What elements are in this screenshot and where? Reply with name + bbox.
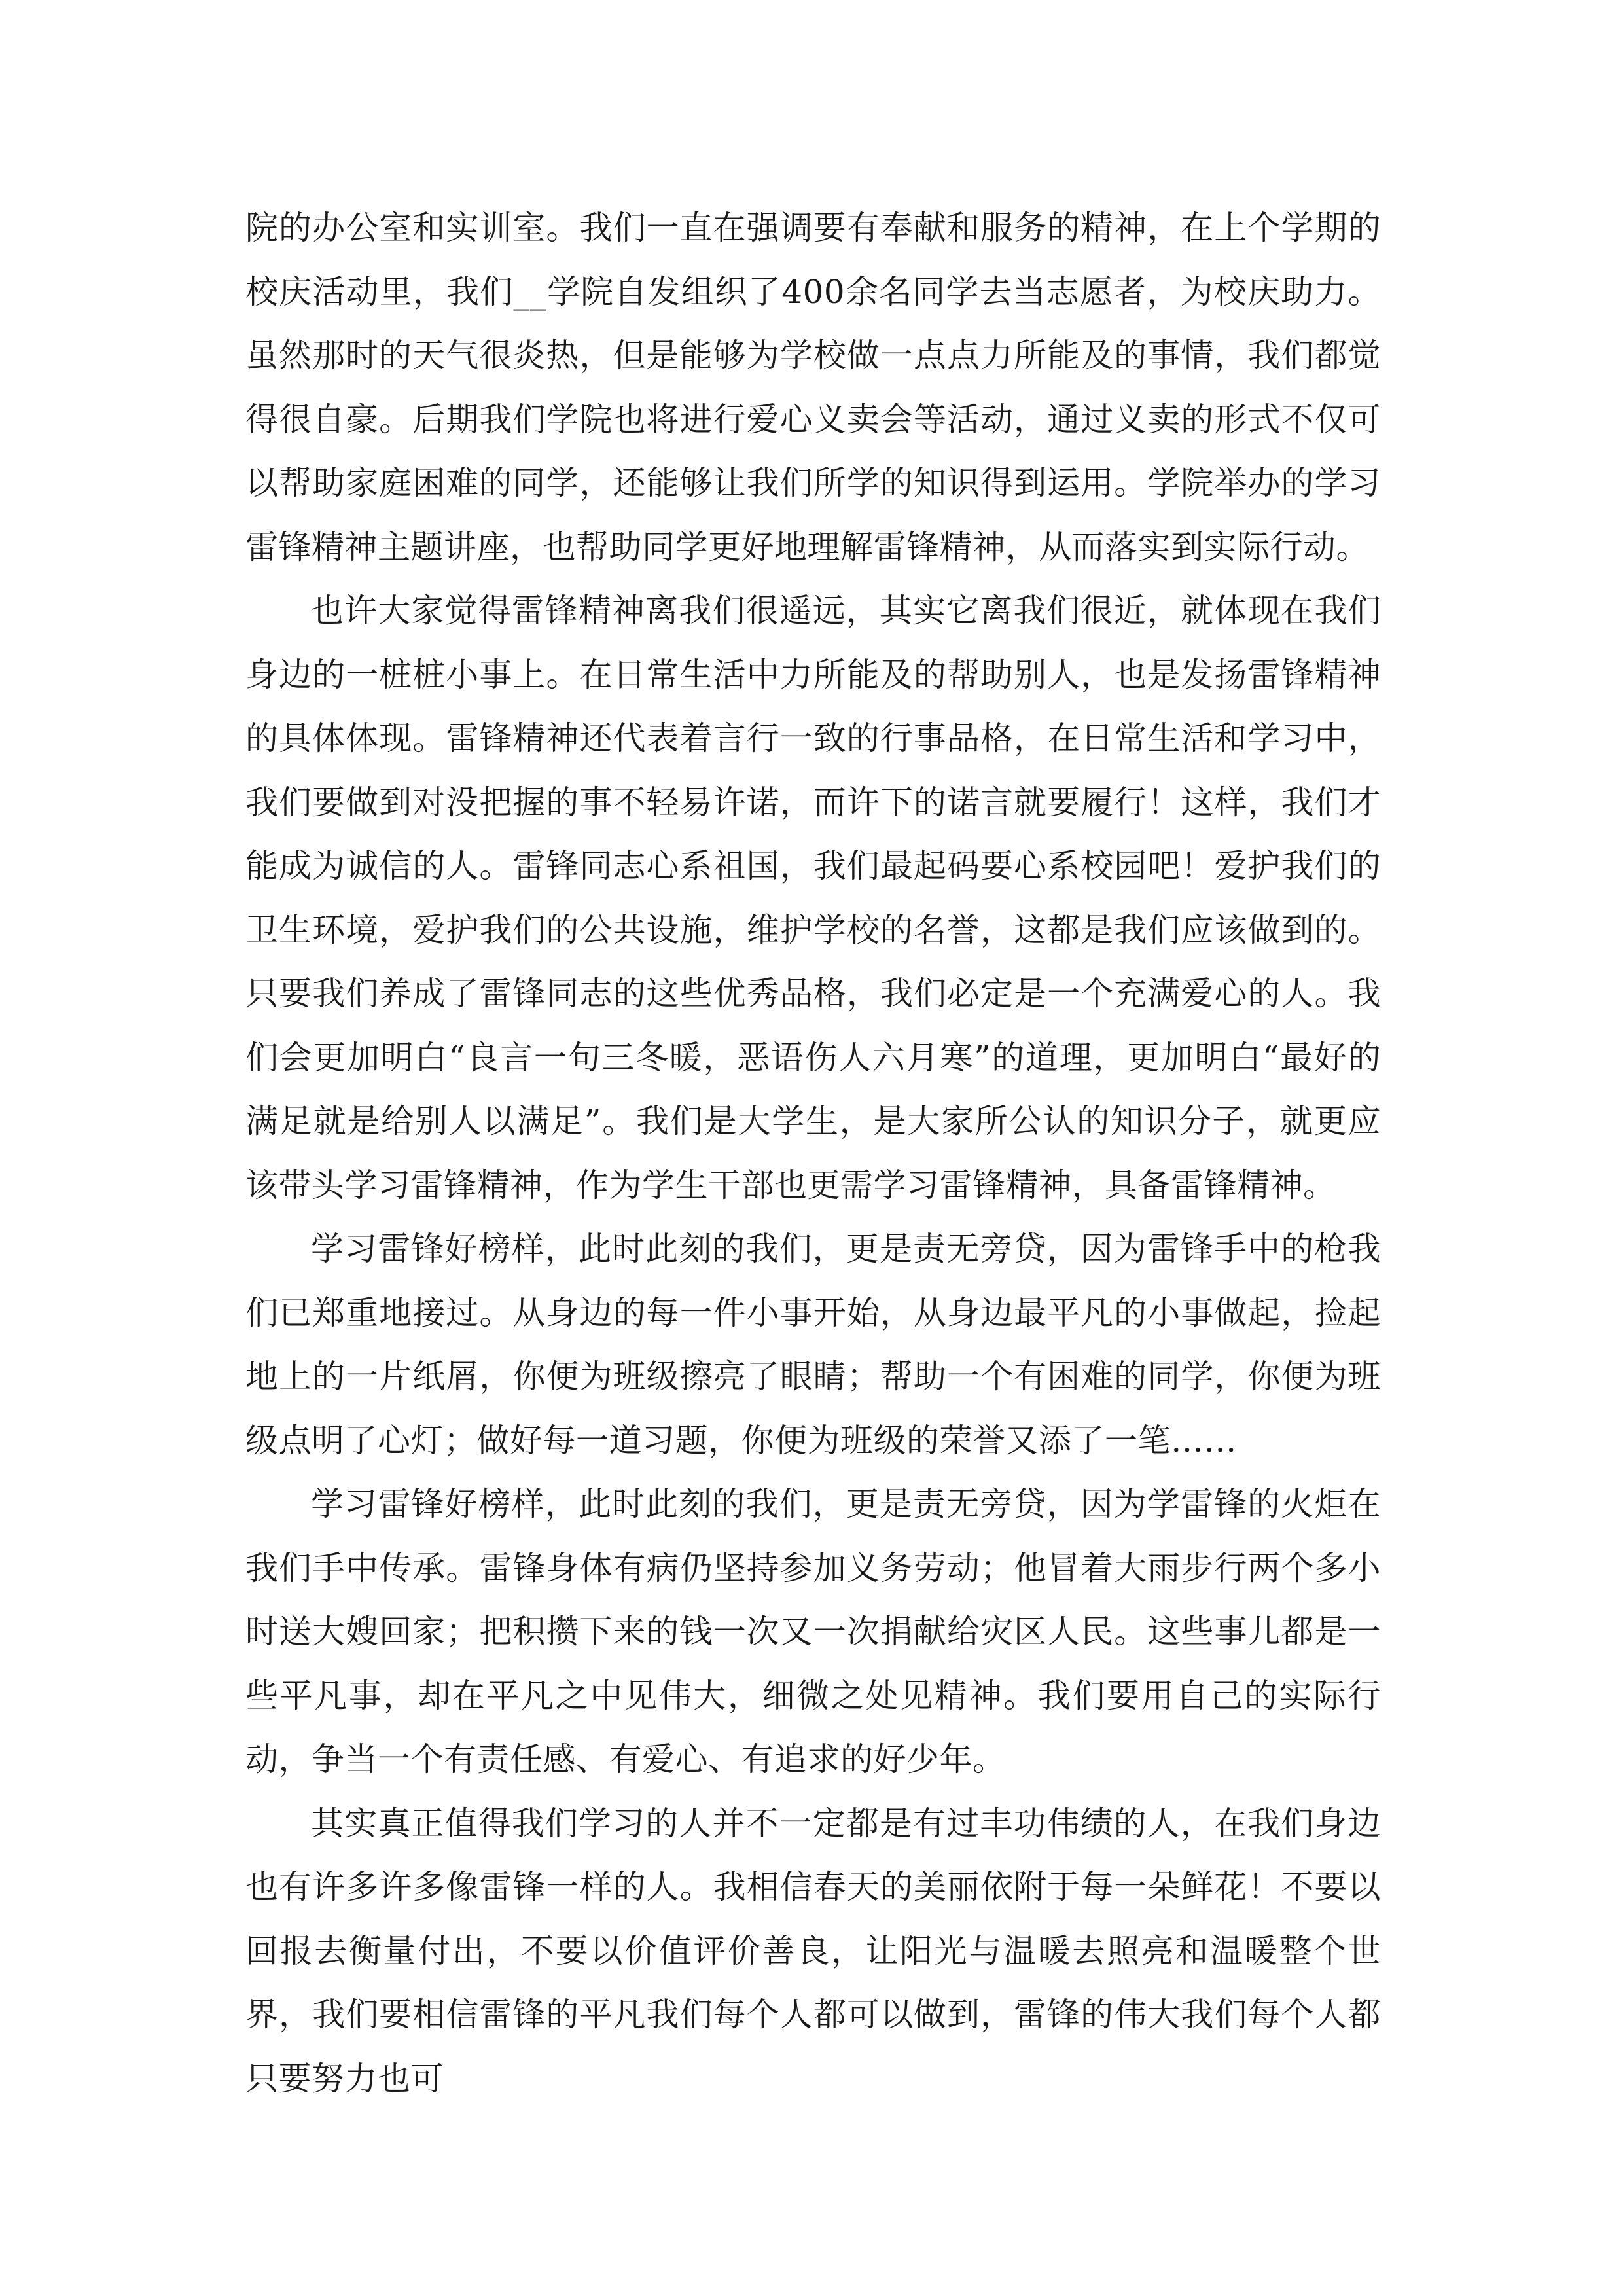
paragraph-2: 也许大家觉得雷锋精神离我们很遥远，其实它离我们很近，就体现在我们身边的一桩桩小事上。在日常生活中力所能及的帮助别人，也是发扬雷锋精神的具体体现。雷锋精神还代表着言行一致的行事品格，在日常生活和学习中，我们要做到对没把握的事不轻易许诺，而许下的诺言就要履行！这样，我们才能成为诚信的人。雷锋同志心系祖国，我们最起码要心系校园吧！爱护我们的卫生环境，爱护我们的公共设施，维护学校的名誉，这都是我们应该做到的。只要我们养成了雷锋同志的这些优秀品格，我们必定是一个充满爱心的人。我们会更加明白“良言一句三冬暖，恶语伤人六月寒”的道理，更加明白“最好的满足就是给别人以满足”。我们是大学生，是大家所公认的知识分子，就更应该带头学习雷锋精神，作为学生干部也更需学习雷锋精神，具备雷锋精神。	[245, 592, 1381, 1204]
paragraph-1: 院的办公室和实训室。我们一直在强调要有奉献和服务的精神，在上个学期的校庆活动里，我们__学院自发组织了400余名同学去当志愿者，为校庆助力。虽然那时的天气很炎热，但是能够为学校做一点点力所能及的事情，我们都觉得很自豪。后期我们学院也将进行爱心义卖会等活动，通过义卖的形式不仅可以帮助家庭困难的同学，还能够让我们所学的知识得到运用。学院举办的学习雷锋精神主题讲座，也帮助同学更好地理解雷锋精神，从而落实到实际行动。	[245, 209, 1381, 566]
paragraph-5: 其实真正值得我们学习的人并不一定都是有过丰功伟绩的人，在我们身边也有许多许多像雷锋一样的人。我相信春天的美丽依附于每一朵鲜花！不要以回报去衡量付出，不要以价值评价善良，让阳光与温暖去照亮和温暖整个世界，我们要相信雷锋的平凡我们每个人都可以做到，雷锋的伟大我们每个人都只要努力也可	[245, 1804, 1381, 2098]
paragraph-4: 学习雷锋好榜样，此时此刻的我们，更是责无旁贷，因为学雷锋的火炬在我们手中传承。雷锋身体有病仍坚持参加义务劳动；他冒着大雨步行两个多小时送大嫂回家；把积攒下来的钱一次又一次捐献给灾区人民。这些事儿都是一些平凡事，却在平凡之中见伟大，细微之处见精神。我们要用自己的实际行动，争当一个有责任感、有爱心、有追求的好少年。	[245, 1485, 1381, 1778]
document-body	[245, 196, 1381, 2111]
paragraph-3: 学习雷锋好榜样，此时此刻的我们，更是责无旁贷，因为雷锋手中的枪我们已郑重地接过。从身边的每一件小事开始，从身边最平凡的小事做起，捡起地上的一片纸屑，你便为班级擦亮了眼睛；帮助一个有困难的同学，你便为班级点明了心灯；做好每一道习题，你便为班级的荣誉又添了一笔……	[245, 1230, 1381, 1460]
